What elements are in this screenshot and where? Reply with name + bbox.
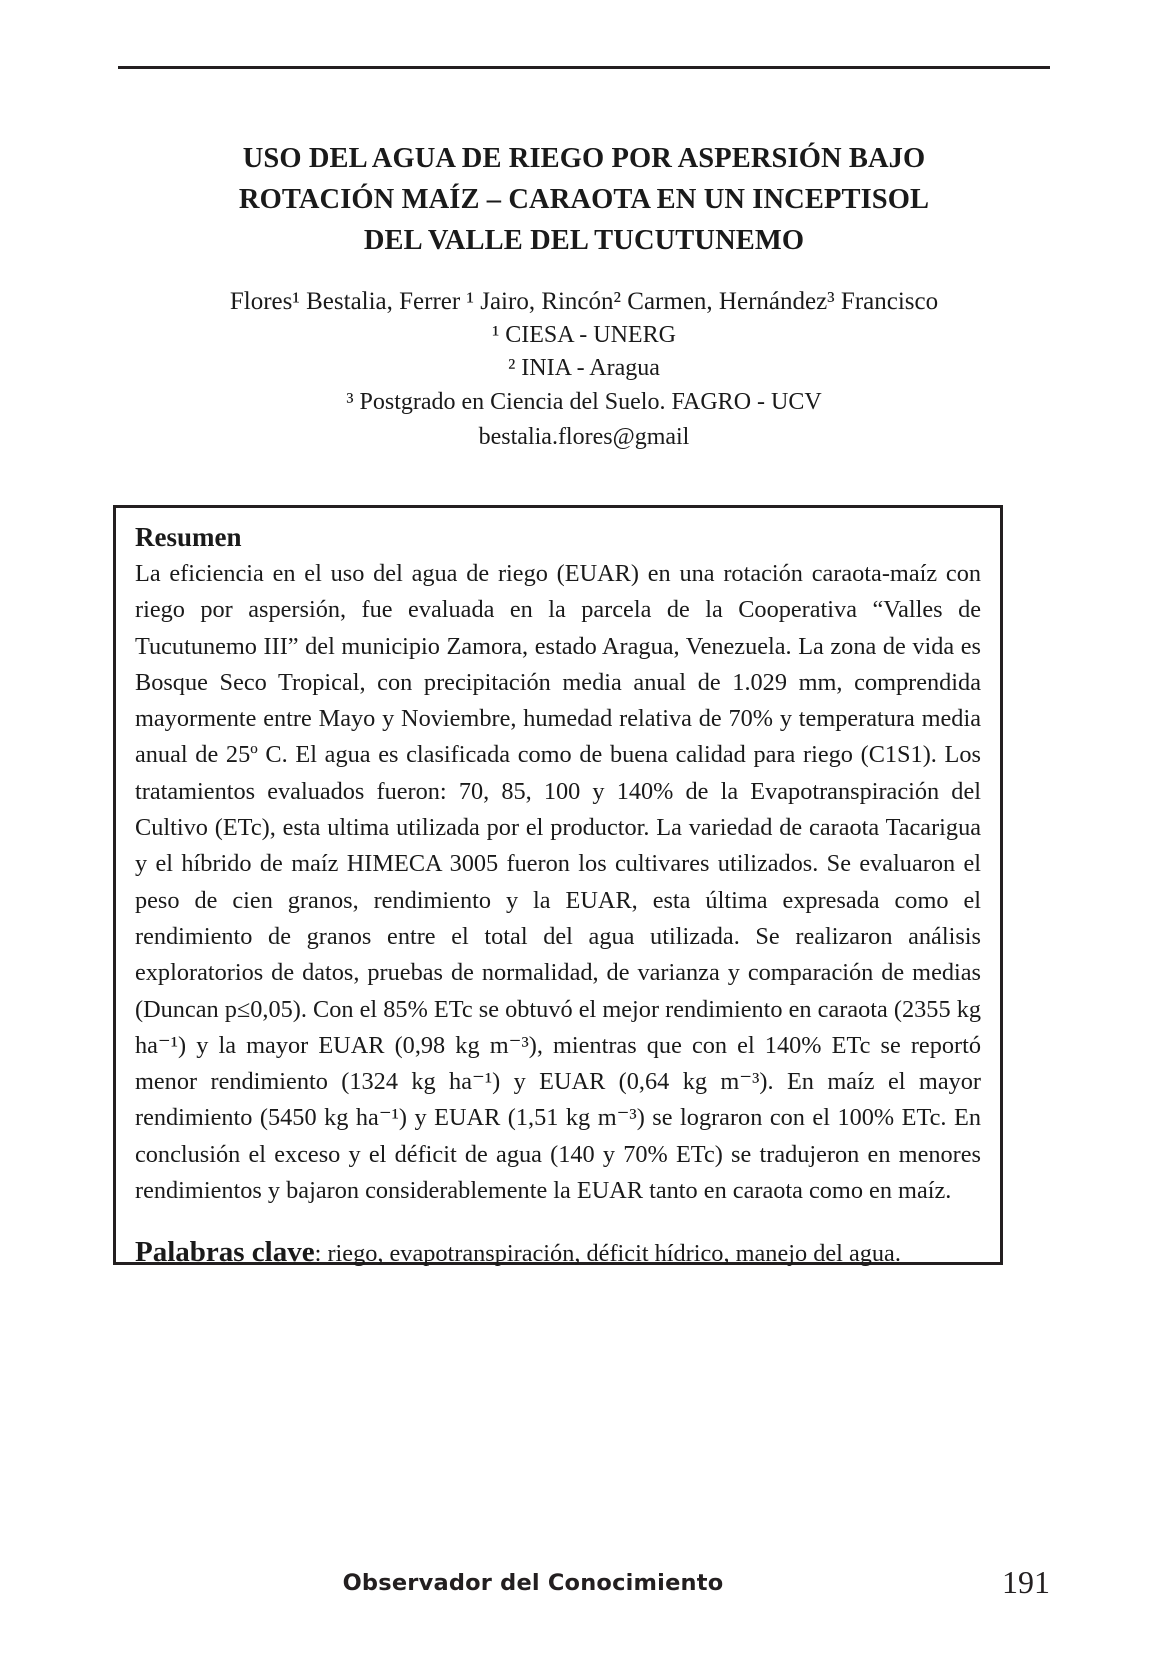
keywords-list: riego, evapotranspiración, déficit hídrico, manejo del agua. bbox=[327, 1240, 901, 1268]
title-line-2: ROTACIÓN MAÍZ – CARAOTA EN UN INCEPTISOL bbox=[238, 184, 930, 215]
footer-page-number: 191 bbox=[1002, 1564, 1050, 1600]
keywords-line bbox=[135, 1235, 981, 1271]
author-block bbox=[118, 285, 1050, 455]
page-footer bbox=[118, 1564, 1050, 1610]
abstract-text: La eficiencia en el uso del agua de riego (EUAR) en una rotación caraota-maíz con riego por aspersión, fue evaluada en la parcela de la Cooperativa “Valles de Tucutunemo III” del municipio Zamora, estado Aragua, Venezuela. La zona de vida es Bosque Seco Tropical, con precipitación media anual de 1.029 mm, comprendida mayormente entre Mayo y Noviembre, humedad relativa de 70% y temperatura media anual de 25º C. El agua es clasificada como de buena calidad para riego (C1S1). Los tratamientos evaluados fueron: 70, 85, 100 y 140% de la Evapotranspiración del Cultivo (ETc), esta ultima utilizada por el productor. La variedad de caraota Tacarigua y el híbrido de maíz HIMECA 3005 fueron los cultivares utilizados. Se evaluaron el peso de cien granos, rendimiento y la EUAR, esta última expresada como el rendimiento de granos entre el total del agua utilizada. Se realizaron análisis exploratorios de datos, pruebas de normalidad, de varianza y comparación de medias (Duncan p≤0,05). Con el 85% ETc se obtuvó el mejor rendimiento en caraota (2355 kg ha⁻¹) y la mayor EUAR (0,98 kg m⁻³), mientras que con el 140% ETc se reportó menor rendimiento (1324 kg ha⁻¹) y EUAR (0,64 kg m⁻³). En maíz el mayor rendimiento (5450 kg ha⁻¹) y EUAR (1,51 kg m⁻³) se lograron con el 100% ETc. En conclusión el exceso y el déficit de agua (140 y 70% ETc) se tradujeron en menores rendimientos y bajaron considerablemente la EUAR tanto en caraota como en maíz. bbox=[135, 560, 981, 1205]
header-rule bbox=[118, 66, 1050, 69]
abstract-heading: Resumen bbox=[135, 522, 242, 552]
affiliation-2: ² INIA - Aragua bbox=[508, 355, 660, 381]
affiliation-3: ³ Postgrado en Ciencia del Suelo. FAGRO - UCV bbox=[346, 388, 822, 415]
affiliation-1: ¹ CIESA - UNERG bbox=[492, 321, 676, 348]
title-line-1: USO DEL AGUA DE RIEGO POR ASPERSIÓN BAJO bbox=[242, 143, 926, 174]
footer-journal-name: Observador del Conocimiento bbox=[342, 1570, 724, 1596]
keywords-separator: : bbox=[314, 1240, 328, 1268]
page-title bbox=[118, 138, 1050, 261]
keywords-label: Palabras clave bbox=[135, 1236, 315, 1269]
title-line-3: DEL VALLE DEL TUCUTUNEMO bbox=[363, 225, 805, 256]
author-names: Flores¹ Bestalia, Ferrer ¹ Jairo, Rincón² Carmen, Hernández³ Francisco bbox=[229, 288, 939, 315]
abstract-box bbox=[113, 505, 1003, 1269]
author-email[interactable]: bestalia.flores@gmail bbox=[478, 424, 690, 450]
